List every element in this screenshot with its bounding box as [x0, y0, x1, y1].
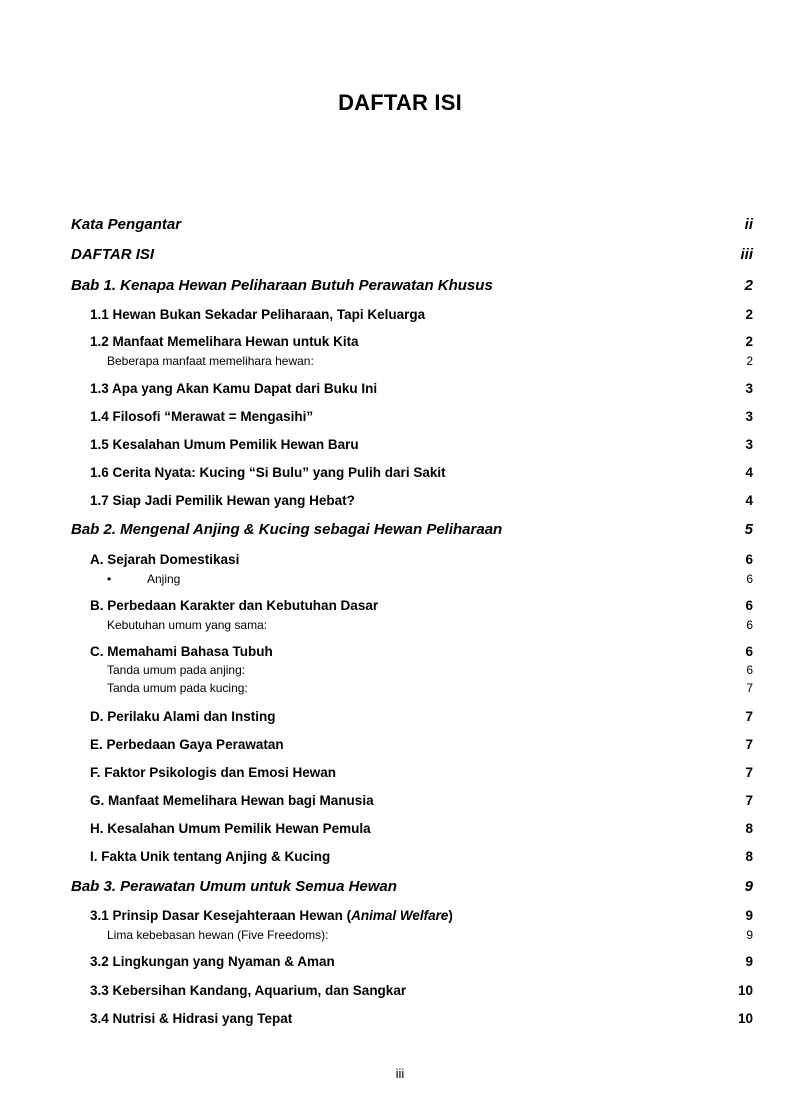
toc-label: B. Perbedaan Karakter dan Kebutuhan Dasar: [90, 598, 379, 613]
toc-label: Beberapa manfaat memelihara hewan:: [107, 354, 314, 368]
toc-entry-1-7[interactable]: [90, 493, 753, 508]
toc-label: 1.7 Siap Jadi Pemilik Hewan yang Hebat?: [90, 493, 355, 508]
toc-entry-a[interactable]: [90, 552, 753, 567]
toc-page-number: 3: [745, 381, 753, 396]
toc-entry-h[interactable]: [90, 821, 753, 836]
toc-label: A. Sejarah Domestikasi: [90, 552, 240, 567]
toc-entry-f[interactable]: [90, 765, 753, 780]
toc-page-number: 3: [745, 437, 753, 452]
toc-subentry[interactable]: [107, 354, 753, 368]
toc-label: Lima kebebasan hewan (Five Freedoms):: [107, 928, 329, 942]
toc-page-number: 10: [737, 983, 753, 998]
toc-entry-bab-2[interactable]: [71, 521, 753, 538]
toc-label: Tanda umum pada kucing:: [107, 681, 248, 695]
toc-page-number: 4: [745, 465, 753, 480]
toc-entry-1-6[interactable]: [90, 465, 753, 480]
toc-label: 3.2 Lingkungan yang Nyaman & Aman: [90, 954, 335, 969]
toc-page-number: 2: [745, 334, 753, 349]
toc-label-end: ): [448, 908, 453, 923]
page-title: DAFTAR ISI: [338, 90, 462, 115]
toc-page-number: 7: [745, 737, 753, 752]
toc-entry-g[interactable]: [90, 793, 753, 808]
toc-page-number: 7: [745, 765, 753, 780]
toc-label: Kata Pengantar: [71, 216, 182, 233]
toc-label: 1.1 Hewan Bukan Sekadar Peliharaan, Tapi Keluarga: [90, 307, 426, 322]
toc-page-number: 9: [746, 928, 753, 942]
toc-page-number: 6: [745, 644, 753, 659]
toc-subentry[interactable]: [107, 681, 753, 695]
toc-page-number: 3: [745, 409, 753, 424]
toc-page-number: 7: [746, 681, 753, 695]
toc-label: Tanda umum pada anjing:: [107, 663, 246, 677]
toc-label: F. Faktor Psikologis dan Emosi Hewan: [90, 765, 337, 780]
toc-page-number: 7: [745, 709, 753, 724]
toc-subentry[interactable]: [107, 928, 753, 942]
toc-label: Bab 2. Mengenal Anjing & Kucing sebagai Hewan Peliharaan: [71, 521, 503, 538]
toc-entry-1-5[interactable]: [90, 437, 753, 452]
toc-page-number: 4: [745, 493, 753, 508]
toc-page-number: 8: [745, 821, 753, 836]
toc-page-number: 9: [745, 954, 753, 969]
toc-page-number: 6: [746, 572, 753, 586]
toc-label: Anjing: [147, 572, 181, 586]
footer-page-number: iii: [395, 1066, 405, 1081]
toc-entry-1-1[interactable]: [90, 307, 753, 322]
toc-page-number: 5: [744, 521, 753, 538]
toc-subentry[interactable]: [107, 618, 753, 632]
toc-label: 3.3 Kebersihan Kandang, Aquarium, dan Sangkar: [90, 983, 407, 998]
toc-label: 1.6 Cerita Nyata: Kucing “Si Bulu” yang Pulih dari Sakit: [90, 465, 446, 480]
toc-page-number: 6: [745, 598, 753, 613]
toc-page-number: 6: [745, 552, 753, 567]
toc-page-number: iii: [740, 246, 753, 263]
toc-page-number: 2: [744, 277, 753, 294]
toc-label: C. Memahami Bahasa Tubuh: [90, 644, 273, 659]
toc-label: 3.4 Nutrisi & Hidrasi yang Tepat: [90, 1011, 293, 1026]
toc-label: H. Kesalahan Umum Pemilik Hewan Pemula: [90, 821, 371, 836]
toc-entry-e[interactable]: [90, 737, 753, 752]
bullet-icon: •: [107, 572, 112, 586]
toc-label: E. Perbedaan Gaya Perawatan: [90, 737, 284, 752]
toc-entry-1-3[interactable]: [90, 381, 753, 396]
toc-page-number: 9: [745, 908, 753, 923]
toc-label: 3.1 Prinsip Dasar Kesejahteraan Hewan (: [90, 908, 352, 923]
toc-label: Bab 3. Perawatan Umum untuk Semua Hewan: [71, 878, 397, 895]
toc-page-number: 9: [744, 878, 753, 895]
toc-entry-1-2[interactable]: [90, 334, 753, 349]
toc-entry-i[interactable]: [90, 849, 753, 864]
toc-entry-1-4[interactable]: [90, 409, 753, 424]
toc-entry-daftar-isi[interactable]: [71, 246, 753, 263]
toc-page-number: 2: [745, 307, 753, 322]
toc-label: Kebutuhan umum yang sama:: [107, 618, 268, 632]
toc-label: 1.4 Filosofi “Merawat = Mengasihi”: [90, 409, 314, 424]
toc-entry-d[interactable]: [90, 709, 753, 724]
toc-entry-c[interactable]: [90, 644, 753, 659]
toc-entry-3-4[interactable]: [90, 1011, 753, 1026]
toc-page-number: 6: [746, 663, 753, 677]
toc-page-number: 6: [746, 618, 753, 632]
toc-label: 1.2 Manfaat Memelihara Hewan untuk Kita: [90, 334, 359, 349]
toc-label: I. Fakta Unik tentang Anjing & Kucing: [90, 849, 331, 864]
toc-entry-3-3[interactable]: [90, 983, 753, 998]
toc-entry-kata-pengantar[interactable]: [71, 216, 753, 233]
toc-subentry[interactable]: [107, 572, 753, 586]
toc-label: G. Manfaat Memelihara Hewan bagi Manusia: [90, 793, 374, 808]
toc-label: Bab 1. Kenapa Hewan Peliharaan Butuh Perawatan Khusus: [71, 277, 493, 294]
toc-label: 1.3 Apa yang Akan Kamu Dapat dari Buku Ini: [90, 381, 378, 396]
toc-entry-3-2[interactable]: [90, 954, 753, 969]
toc-page-number: ii: [744, 216, 753, 233]
toc-entry-bab-3[interactable]: [71, 878, 753, 895]
toc-page-number: 10: [737, 1011, 753, 1026]
toc-label-italic: Animal Welfare: [351, 908, 449, 923]
toc-label: D. Perilaku Alami dan Insting: [90, 709, 276, 724]
toc-entry-bab-1[interactable]: [71, 277, 753, 294]
toc-page-number: 2: [746, 354, 753, 368]
toc-page-number: 8: [745, 849, 753, 864]
toc-label: 1.5 Kesalahan Umum Pemilik Hewan Baru: [90, 437, 359, 452]
toc-page-number: 7: [745, 793, 753, 808]
toc-subentry[interactable]: [107, 663, 753, 677]
toc-entry-b[interactable]: [90, 598, 753, 613]
toc-entry-3-1[interactable]: [90, 908, 753, 923]
toc-label: DAFTAR ISI: [71, 246, 155, 263]
